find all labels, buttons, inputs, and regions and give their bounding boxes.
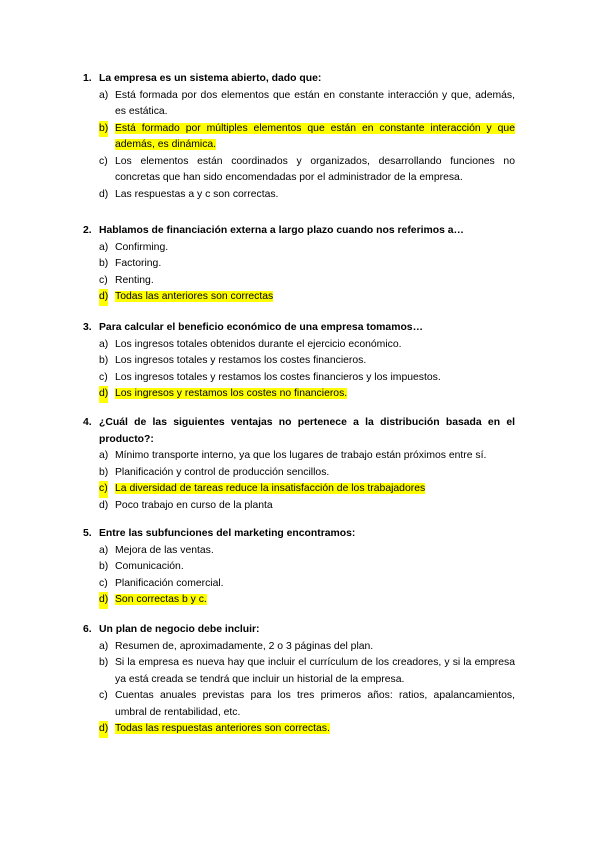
- option-letter: c): [99, 274, 108, 286]
- option-d-correct: [0, 386, 515, 403]
- option-text: Está formado por múltiples elementos que están en constante interacción y que además, es dinámica.: [115, 122, 515, 150]
- question-4: [0, 415, 600, 514]
- option-text: Planificación y control de producción sencillos.: [115, 466, 330, 478]
- question-number: 4.: [83, 417, 92, 428]
- option-text: Comunicación.: [115, 561, 184, 572]
- option-d: [0, 187, 515, 204]
- option-letter: d): [99, 289, 108, 306]
- option-text: Factoring.: [115, 258, 162, 269]
- option-a: [0, 240, 515, 257]
- option-b: [0, 559, 515, 576]
- question-title: [0, 622, 515, 639]
- option-a: [0, 337, 515, 354]
- question-5: [0, 526, 600, 609]
- question-6: [0, 622, 600, 738]
- question-3: [0, 320, 600, 403]
- option-letter: a): [99, 544, 109, 556]
- option-letter: b): [99, 466, 109, 478]
- option-letter: c): [99, 690, 108, 701]
- option-text: Planificación comercial.: [115, 577, 224, 589]
- option-text: Las respuestas a y c son correctas.: [115, 188, 279, 200]
- option-text: Los ingresos totales obtenidos durante el ejercicio económico.: [115, 338, 402, 350]
- option-letter: c): [99, 481, 108, 498]
- option-letter: a): [99, 89, 109, 101]
- option-text: Mejora de las ventas.: [115, 544, 214, 556]
- option-letter: a): [99, 338, 109, 350]
- option-letter: c): [99, 371, 108, 383]
- option-text: Confirming.: [115, 241, 169, 253]
- option-b: [0, 353, 515, 370]
- option-letter: b): [99, 258, 109, 269]
- option-text: Mínimo transporte interno, ya que los lugares de trabajo están próximos entre sí.: [115, 450, 487, 461]
- option-letter: d): [99, 386, 108, 403]
- option-letter: b): [99, 561, 109, 572]
- option-text: Son correctas b y c.: [115, 594, 207, 605]
- option-a: [0, 639, 515, 656]
- option-b: [0, 465, 515, 482]
- question-text: Para calcular el beneficio económico de una empresa tomamos…: [99, 322, 423, 333]
- question-title: [0, 526, 515, 543]
- option-letter: d): [99, 499, 109, 511]
- option-text: Los elementos están coordinados y organizados, desarrollando funciones no concretas que han sido encomendadas por el administrador de la empresa.: [115, 155, 515, 183]
- option-letter: c): [99, 577, 108, 589]
- option-c: [0, 370, 515, 387]
- option-c: [0, 154, 515, 187]
- option-text: Poco trabajo en curso de la planta: [115, 499, 273, 511]
- option-text: Renting.: [115, 274, 154, 286]
- option-letter: b): [99, 355, 109, 366]
- option-c: [0, 576, 515, 593]
- option-letter: a): [99, 241, 109, 253]
- question-text: Hablamos de financiación externa a largo plazo cuando nos referimos a…: [99, 225, 464, 236]
- option-text: Resumen de, aproximadamente, 2 o 3 páginas del plan.: [115, 640, 374, 652]
- option-text: Todas las respuestas anteriores son correctas.: [115, 723, 330, 734]
- option-d: [0, 498, 515, 515]
- question-2: [0, 223, 600, 306]
- option-text: Está formada por dos elementos que están en constante interacción y que, además, es estática.: [115, 89, 515, 117]
- option-letter: b): [99, 121, 108, 138]
- option-text: La diversidad de tareas reduce la insatisfacción de los trabajadores: [115, 483, 426, 494]
- question-text: ¿Cuál de las siguientes ventajas no pertenece a la distribución basada en el producto?:: [99, 417, 515, 445]
- option-letter: a): [99, 450, 109, 461]
- option-d-correct: [0, 592, 515, 609]
- option-letter: a): [99, 640, 109, 652]
- question-text: La empresa es un sistema abierto, dado que:: [99, 73, 322, 84]
- question-number: 1.: [83, 73, 92, 84]
- option-c: [0, 273, 515, 290]
- option-text: Los ingresos totales y restamos los costes financieros y los impuestos.: [115, 371, 441, 383]
- option-c-correct: [0, 481, 515, 498]
- option-text: Si la empresa es nueva hay que incluir el currículum de los creadores, y si la empresa ya está creada se tendrá que incluir un historial de la empresa.: [115, 657, 515, 685]
- option-a: [0, 448, 515, 465]
- question-number: 3.: [83, 322, 92, 333]
- option-d-correct: [0, 289, 515, 306]
- option-d-correct: [0, 721, 515, 738]
- option-b-correct: [0, 121, 515, 154]
- question-number: 6.: [83, 624, 92, 635]
- option-b: [0, 256, 515, 273]
- question-title: [0, 71, 515, 88]
- question-number: 2.: [83, 225, 92, 236]
- option-c: [0, 688, 515, 721]
- question-text: Un plan de negocio debe incluir:: [99, 624, 260, 635]
- option-text: Los ingresos totales y restamos los costes financieros.: [115, 355, 367, 366]
- question-title: [0, 223, 515, 240]
- option-letter: b): [99, 657, 109, 668]
- option-letter: c): [99, 155, 108, 167]
- question-title: [0, 320, 515, 337]
- option-letter: d): [99, 188, 109, 200]
- option-a: [0, 543, 515, 560]
- question-1: [0, 71, 600, 203]
- question-text: Entre las subfunciones del marketing encontramos:: [99, 528, 356, 539]
- question-number: 5.: [83, 528, 92, 539]
- option-a: [0, 88, 515, 121]
- option-letter: d): [99, 721, 108, 738]
- option-text: Cuentas anuales previstas para los tres primeros años: ratios, apalancamientos, umbral de rentabilidad, etc.: [115, 690, 515, 718]
- option-text: Los ingresos y restamos los costes no financieros.: [115, 388, 348, 399]
- option-b: [0, 655, 515, 688]
- option-text: Todas las anteriores son correctas: [115, 291, 274, 302]
- question-title: [0, 415, 515, 448]
- option-letter: d): [99, 592, 108, 609]
